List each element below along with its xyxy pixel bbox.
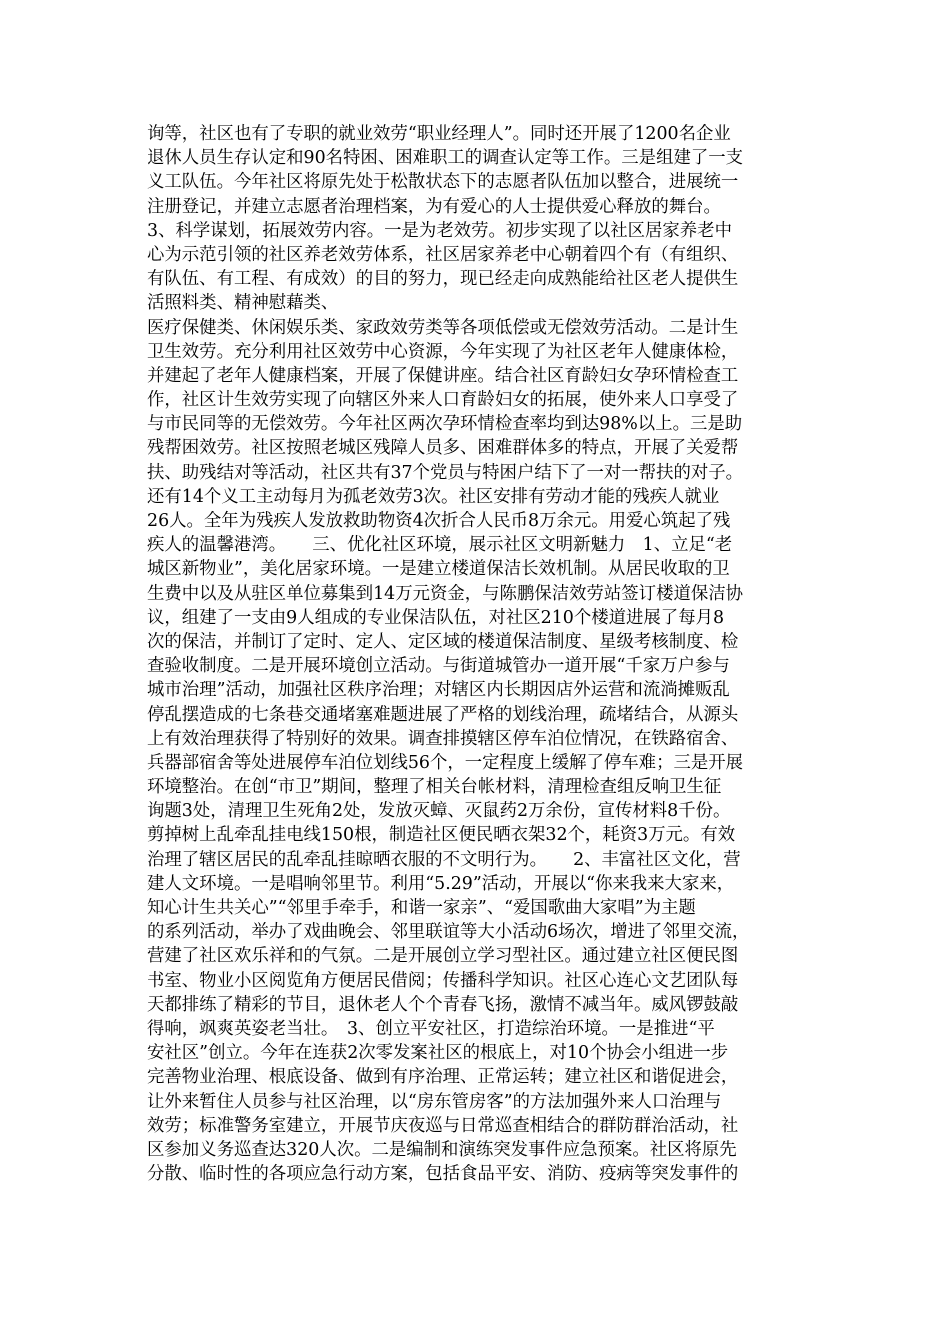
text-line: 疾人的温馨港湾。 三、优化社区环境，展示社区文明新魅力 1、立足“老 xyxy=(147,535,733,556)
text-line: 环境整治。在创“市卫”期间，整理了相关台帐材料，清理检查组反响卫生征 xyxy=(147,777,722,798)
text-line: 书室、物业小区阅览角方便居民借阅；传播科学知识。社区心连心文艺团队每 xyxy=(147,970,739,991)
text-line: 残帮困效劳。社区按照老城区残障人员多、困难群体多的特点，开展了关爱帮 xyxy=(147,438,739,459)
text-line: 与市民同等的无偿效劳。今年社区两次孕环情检查率均到达98%以上。三是助 xyxy=(147,414,743,435)
text-line: 知心计生共关心”“邻里手牵手，和谐一家亲”、“爱国歌曲大家唱”为主题 xyxy=(147,898,696,918)
text-line: 26人。全年为残疾人发放救助物资4次折合人民币8万余元。用爱心筑起了残 xyxy=(147,511,731,531)
text-line: 城区新物业”，美化居家环境。一是建立楼道保洁长效机制。从居民收取的卫 xyxy=(147,559,730,580)
text-line: 询题3处，清理卫生死角2处，发放灭蟑、灭鼠药2万余份，宣传材料8千份。 xyxy=(147,801,731,822)
text-line: 停乱摆造成的七条巷交通堵塞难题进展了严格的划线治理，疏堵结合，从源头 xyxy=(147,704,739,725)
text-line: 作，社区计生效劳实现了向辖区外来人口育龄妇女的拓展，使外来人口享受了 xyxy=(147,390,739,411)
text-line: 3、科学谋划，拓展效劳内容。一是为老效劳。初步实现了以社区居家养老中 xyxy=(147,220,732,241)
text-line: 卫生效劳。充分利用社区效劳中心资源，今年实现了为社区老年人健康体检， xyxy=(147,341,739,362)
text-line: 有队伍、有工程、有成效）的目的努力，现已经走向成熟能给社区老人提供生 xyxy=(147,269,739,290)
text-line: 询等，社区也有了专职的就业效劳“职业经理人”。同时还开展了1200名企业 xyxy=(147,124,731,144)
text-line: 城市治理”活动，加强社区秩序治理；对辖区内长期因店外运营和流淌摊贩乱 xyxy=(147,680,730,701)
text-line: 安社区”创立。今年在连获2次零发案社区的根底上，对10个协会小组进一步 xyxy=(147,1043,729,1064)
text-line: 义工队伍。今年社区将原先处于松散状态下的志愿者队伍加以整合，进展统一 xyxy=(147,172,739,193)
text-line: 治理了辖区居民的乱牵乱挂晾晒衣服的不文明行为。 2、丰富社区文化，营 xyxy=(147,849,741,870)
text-line: 次的保洁，并制订了定时、定人、定区域的楼道保洁制度、星级考核制度、检 xyxy=(147,631,739,652)
text-line: 剪掉树上乱牵乱挂电线150根，制造社区便民晒衣架32个，耗资3万元。有效 xyxy=(147,825,736,846)
text-line: 并建起了老年人健康档案，开展了保健讲座。结合社区育龄妇女孕环情检查工 xyxy=(147,365,739,386)
text-line: 效劳；标准警务室建立，开展节庆夜巡与日常巡查相结合的群防群治活动，社 xyxy=(147,1115,739,1136)
text-line: 区参加义务巡查达320人次。二是编制和演练突发事件应急预案。社区将原先 xyxy=(147,1139,737,1160)
body-text xyxy=(147,122,807,1186)
text-line: 天都排练了精彩的节目，退休老人个个青春飞扬，激情不减当年。威风锣鼓敲 xyxy=(147,994,739,1015)
text-line: 得响，飒爽英姿老当壮。 3、创立平安社区，打造综治环境。一是推进“平 xyxy=(147,1018,715,1039)
text-line: 兵器部宿舍等处进展停车泊位划线56个，一定程度上缓解了停车难；三是开展 xyxy=(147,752,744,773)
text-line: 扶、助残结对等活动，社区共有37个党员与特困户结下了一对一帮扶的对子。 xyxy=(147,462,744,483)
text-line: 还有14个义工主动每月为孤老效劳3次。社区安排有劳动才能的残疾人就业 xyxy=(147,486,720,507)
text-line: 查验收制度。二是开展环境创立活动。与街道城管办一道开展“千家万户参与 xyxy=(147,656,730,677)
text-line: 医疗保健类、休闲娱乐类、家政效劳类等各项低偿或无偿效劳活动。二是计生 xyxy=(147,317,739,338)
text-line: 的系列活动，举办了戏曲晚会、邻里联谊等大小活动6场次，增进了邻里交流， xyxy=(147,922,750,943)
text-line: 活照料类、精神慰藉类、 xyxy=(147,293,339,314)
text-line: 退休人员生存认定和90名特困、困难职工的调查认定等工作。三是组建了一支 xyxy=(147,148,744,169)
text-line: 营建了社区欢乐祥和的气氛。二是开展创立学习型社区。通过建立社区便民图 xyxy=(147,946,739,967)
text-line: 上有效治理获得了特别好的效果。调查排摸辖区停车泊位情况，在铁路宿舍、 xyxy=(147,728,739,749)
text-line: 分散、临时性的各项应急行动方案，包括食品平安、消防、疫病等突发事件的 xyxy=(147,1164,739,1185)
text-line: 议，组建了一支由9人组成的专业保洁队伍，对社区210个楼道进展了每月8 xyxy=(147,607,725,628)
text-line: 建人文环境。一是唱响邻里节。利用“5.29”活动，开展以“你来我来大家来， xyxy=(147,873,735,894)
text-line: 完善物业治理、根底设备、做到有序治理、正常运转；建立社区和谐促进会， xyxy=(147,1067,739,1088)
text-line: 生费中以及从驻区单位募集到14万元资金，与陈鹏保洁效劳站签订楼道保洁协 xyxy=(147,583,744,604)
text-line: 注册登记，并建立志愿者治理档案，为有爱心的人士提供爱心释放的舞台。 xyxy=(147,196,721,217)
text-line: 心为示范引领的社区养老效劳体系，社区居家养老中心朝着四个有（有组织、 xyxy=(147,244,739,265)
text-line: 让外来暂住人员参与社区治理，以“房东管房客”的方法加强外来人口治理与 xyxy=(147,1091,722,1112)
